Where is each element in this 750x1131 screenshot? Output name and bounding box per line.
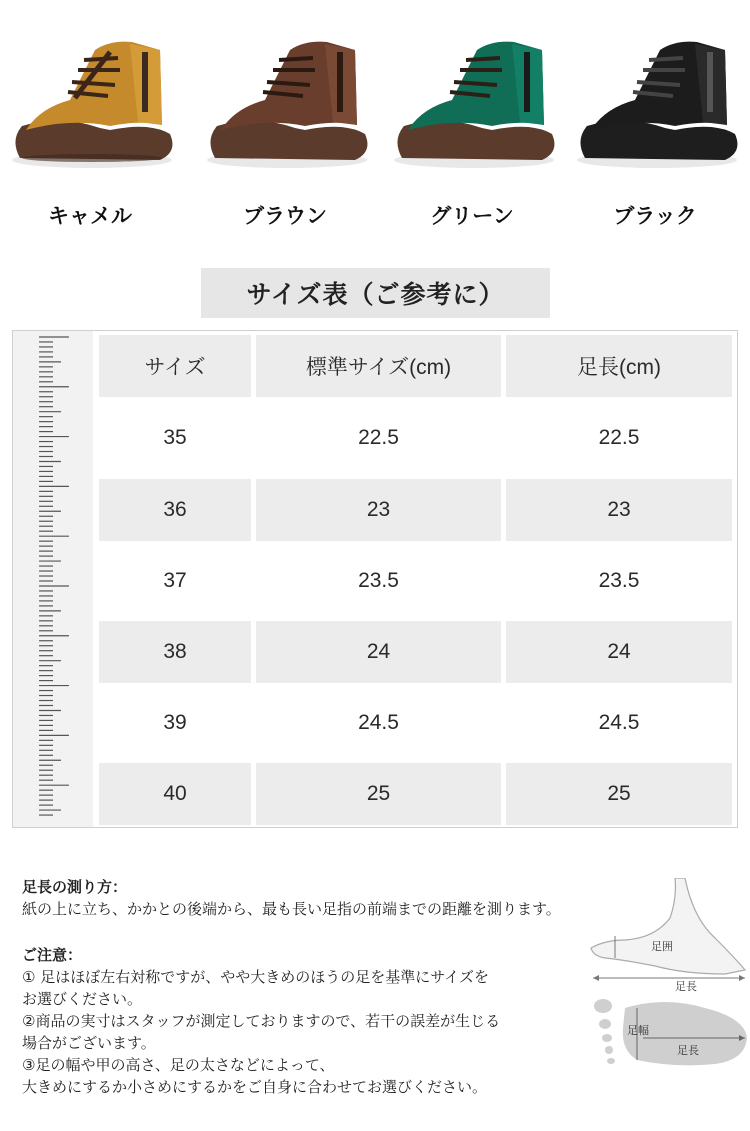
foot-length-label-bottom: 足長 <box>677 1045 699 1057</box>
size-table <box>12 330 738 828</box>
table-cell: 37 <box>163 569 187 592</box>
foot-length-label-top: 足長 <box>675 981 697 993</box>
table-cell: 22.5 <box>358 426 399 449</box>
table-cell: 36 <box>99 479 251 541</box>
product-black[interactable] <box>565 30 745 240</box>
table-cell: 24.5 <box>598 711 640 734</box>
table-cell: 23.5 <box>358 569 399 592</box>
size-table-title: サイズ表（ご参考に） <box>201 268 550 318</box>
green-boot-icon <box>382 30 562 180</box>
foot-measure-diagram <box>585 878 750 1088</box>
foot-width-label: 足幅 <box>627 1025 649 1037</box>
black-boot-icon <box>565 30 745 180</box>
ruler-icon <box>13 331 93 827</box>
product-label-camel: キャメル <box>48 204 132 228</box>
table-cell: 39 <box>163 711 187 734</box>
foot-girth-label: 足囲 <box>651 941 673 953</box>
product-brown[interactable] <box>195 30 375 240</box>
color-variants <box>0 0 750 250</box>
table-cell: 23.5 <box>598 569 640 592</box>
brown-boot-icon <box>195 30 375 180</box>
product-camel[interactable] <box>0 30 180 240</box>
camel-boot-icon <box>0 30 180 180</box>
product-label-green: グリーン <box>430 204 514 228</box>
table-cell: 23 <box>256 479 501 541</box>
table-cell: 22.5 <box>598 426 640 449</box>
product-label-black: ブラック <box>613 204 697 228</box>
caution-line: ③足の幅や甲の高さ、足の太さなどによって、 <box>22 1056 335 1074</box>
measure-text: 紙の上に立ち、かかとの後端から、最も長い足指の前端までの距離を測ります。 <box>22 900 561 918</box>
table-cell: 35 <box>163 426 187 449</box>
caution-line: 場合がございます。 <box>22 1034 156 1052</box>
header-foot-length: 足長(cm) <box>506 335 732 397</box>
notes-section <box>22 876 592 1098</box>
header-standard-size: 標準サイズ(cm) <box>256 335 501 397</box>
product-label-brown: ブラウン <box>243 204 327 228</box>
caution-line: お選びください。 <box>22 990 143 1008</box>
table-cell: 24 <box>256 621 501 683</box>
table-cell: 40 <box>99 763 251 825</box>
caution-line: 大きめにするか小さめにするかをご自身に合わせてお選びください。 <box>22 1078 488 1096</box>
measure-heading: 足長の測り方： <box>22 878 128 896</box>
table-cell: 23 <box>506 479 732 541</box>
table-cell: 25 <box>506 763 732 825</box>
table-cell: 25 <box>256 763 501 825</box>
caution-line: ① 足はほぼ左右対称ですが、やや大きめのほうの足を基準にサイズを <box>22 968 490 986</box>
header-size: サイズ <box>99 335 251 397</box>
table-cell: 38 <box>99 621 251 683</box>
table-cell: 24 <box>506 621 732 683</box>
caution-heading: ご注意： <box>22 946 83 964</box>
caution-line: ②商品の実寸はスタッフが測定しておりますので、若干の誤差が生じる <box>22 1012 501 1030</box>
product-green[interactable] <box>382 30 562 240</box>
table-cell: 24.5 <box>358 711 399 734</box>
